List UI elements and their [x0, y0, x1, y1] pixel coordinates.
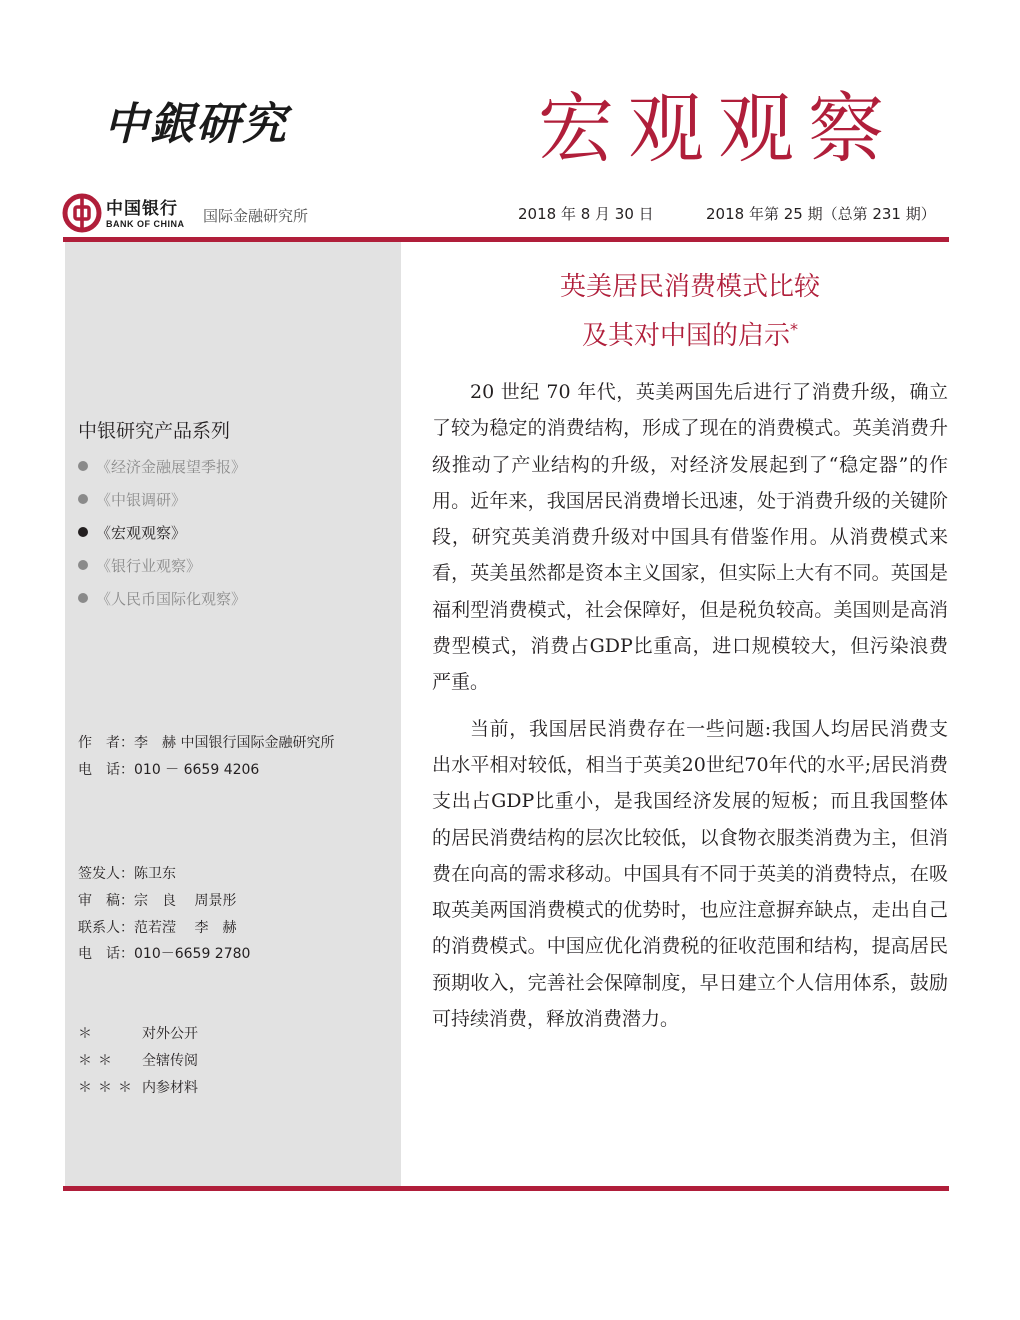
series-item-label: 《人民币国际化观察》 [96, 590, 247, 608]
institute-name: 国际金融研究所 [203, 207, 309, 225]
author-label: 作 者： [78, 735, 134, 751]
author-value: 李 赫 中国银行国际金融研究所 [134, 735, 335, 751]
contact-value: 范若滢 李 赫 [134, 920, 237, 936]
article-title-line-1: 英美居民消费模式比较 [559, 272, 820, 302]
publication-title: 宏观观察 [538, 84, 898, 173]
contact-phone-line [78, 943, 250, 963]
signer-line [78, 863, 176, 883]
reviewer-value: 宗 良 周景彤 [134, 893, 237, 909]
series-item-label: 《宏观观察》 [96, 524, 187, 542]
signer-label: 签发人： [78, 866, 134, 882]
access-level-row [78, 1050, 198, 1070]
bullet-icon [78, 560, 88, 570]
series-item[interactable] [78, 489, 246, 522]
series-item-current[interactable] [78, 522, 246, 555]
bullet-icon [78, 494, 88, 504]
bank-name-cn: 中国银行 [106, 199, 178, 219]
issue-number: 2018 年第 25 期（总第 231 期） [706, 205, 936, 223]
access-level-stars: ＊＊ [78, 1053, 118, 1069]
reviewer-label: 审 稿： [78, 893, 134, 909]
author-phone-label: 电 话： [78, 762, 134, 778]
sidebar-panel [65, 242, 401, 1186]
series-list [78, 456, 246, 621]
footer-rule [63, 1186, 949, 1191]
brand-calligraphy-logo: 中銀研究 [104, 99, 288, 150]
contact-phone-label: 电 话： [78, 946, 134, 962]
access-level-label: 内参材料 [142, 1080, 198, 1096]
access-level-label: 对外公开 [142, 1026, 198, 1042]
author-line [78, 732, 334, 752]
series-item[interactable] [78, 555, 246, 588]
contact-line [78, 917, 236, 937]
series-item-label: 《经济金融展望季报》 [96, 458, 247, 476]
series-item[interactable] [78, 588, 246, 621]
publication-date: 2018 年 8 月 30 日 [518, 205, 654, 223]
series-item-label: 《中银调研》 [96, 491, 187, 509]
article-body [432, 374, 948, 1037]
article-title-line-2 [402, 315, 978, 352]
series-item[interactable] [78, 456, 246, 489]
author-phone-line [78, 759, 259, 779]
access-level-row [78, 1077, 198, 1097]
access-level-row [78, 1023, 198, 1043]
author-phone-value: 010 － 6659 4206 [134, 762, 260, 778]
contact-phone-value: 010－6659 2780 [134, 946, 251, 962]
article-title-text: 及其对中国的启示 [581, 321, 790, 351]
access-level-stars: ＊ [78, 1026, 98, 1042]
bullet-icon [78, 593, 88, 603]
bank-of-china-logo-icon [62, 193, 102, 233]
access-level-stars: ＊＊＊ [78, 1080, 138, 1096]
bank-name-en: BANK OF CHINA [106, 219, 185, 229]
body-paragraph: 20 世纪 70 年代，英美两国先后进行了消费升级，确立了较为稳定的消费结构，形成了现在的消费模式。英美消费升级推动了产业结构的升级，对经济发展起到了“稳定器”的作用。近年来，我国居民消费增长迅速，处于消费升级的关键阶段，研究英美消费升级对中国具有借鉴作用。从消费模式来看，英美虽然都是资本主义国家，但实际上大有不同。英国是福利型消费模式，社会保障好，但是税负较高。美国则是高消费型模式，消费占GDP比重高，进口规模较大，但污染浪费严重。 [432, 381, 948, 694]
body-paragraph: 当前，我国居民消费存在一些问题:我国人均居民消费支出水平相对较低，相当于英美20世纪70年代的水平;居民消费支出占GDP比重小，是我国经济发展的短板；而且我国整体的居民消费结构的层次比较低，以食物衣服类消费为主，但消费在向高的需求移动。中国具有不同于英美的消费特点，在吸取英美两国消费模式的优势时，也应注意摒弃缺点，走出自己的消费模式。中国应优化消费税的征收范围和结构，提高居民预期收入，完善社会保障制度，早日建立个人信用体系，鼓励可持续消费，释放消费潜力。 [432, 717, 948, 1031]
bullet-icon [78, 527, 88, 537]
series-item-label: 《银行业观察》 [96, 557, 202, 575]
footnote-marker: * [790, 319, 798, 339]
access-level-label: 全辖传阅 [142, 1053, 198, 1069]
signer-value: 陈卫东 [134, 866, 176, 882]
reviewer-line [78, 890, 236, 910]
contact-label: 联系人： [78, 920, 134, 936]
series-heading: 中银研究产品系列 [78, 420, 231, 442]
bullet-icon [78, 461, 88, 471]
